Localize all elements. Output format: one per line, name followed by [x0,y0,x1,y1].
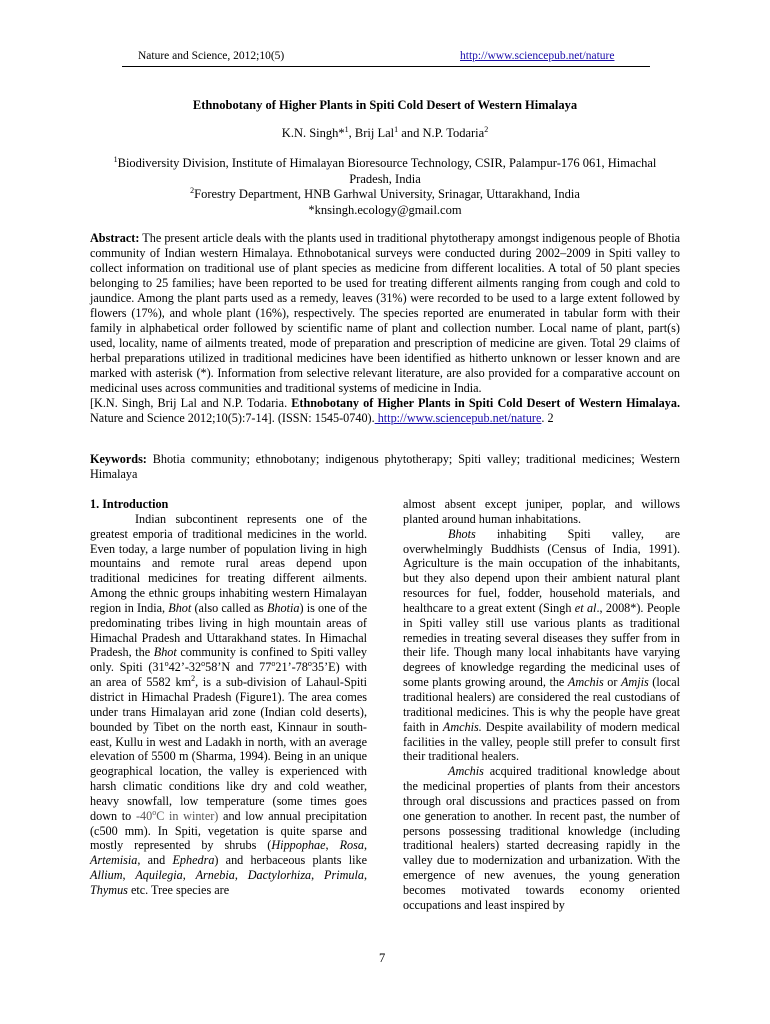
squared-sign: 2 [191,674,196,684]
affiliation-2-marker: 2 [190,185,195,195]
author-2-affiliation: 1 [394,124,399,134]
intro-text: and [147,853,166,868]
abstract-label: Abstract: [90,231,140,245]
degree-sign: o [164,659,169,669]
header-rule [122,66,650,67]
intro-text: Despite availability of modern medical facilities in the valley, people still prefer to consult first their traditional healers. [403,719,680,764]
right-column [403,497,680,913]
citation-line [90,396,680,426]
intro-text: or [607,675,618,690]
intro-text: , is a sub-division of Lahaul-Spiti district in Himachal Pradesh (Figure1). The area comes under trans Himalayan arid zone (Indian cold deserts), bounded by Tibet on the north east, Kinnaur in south-east, Kullu in west and Ladakh in north, with an average elevation of 5500 m (Sharma, 1994). Being in an unique geographical location, the valley is experienced with harsh climatic conditions like dry and cold weather, heavy snowfall, low temperature (some times goes down to [90,675,367,823]
author-1-affiliation: 1 [344,124,349,134]
intro-paragraph-2 [403,527,680,765]
intro-text: 21’-78 [275,660,308,675]
intro-text: etc. Tree species are [130,882,230,897]
journal-header: Nature and Science, 2012;10(5) [138,50,285,62]
paper-title: Ethnobotany of Higher Plants in Spiti Cold Desert of Western Himalaya [192,98,578,112]
intro-paragraph-1: Indian subcontinent represents one of the greatest emporia of traditional medicines in the world. Even today, a large number of population living in high mountains and remote rural areas depend upon traditional medicines for treating different ailments. Among the ethnic groups inhabiting western Himalayan region in India, Bhot (also called as Bhotia) is one of the predominating tribes living in high mountain areas of Himachal Pradesh and Uttarakhand states. In Himachal Pradesh, the Bhot community is confined to Spiti valley only. Spiti (31$^o$42’-32$^o$58’N and 77$^o$21’-78$^o$35’E) with an area of 5582 $km^2$, is a sub-division of Lahaul-Spiti district in Himachal Pradesh (Figure1). The area comes under trans Himalayan arid zone (Indian cold deserts), bounded by Tibet on the north east, Kinnaur in south-east, Kullu in west and Ladakh in north, with an average elevation of 5500 m (Sharma, 1994). Being in an unique geographical location, the valley is experienced with harsh climatic conditions like dry and cold weather, heavy snowfall, low temperature (some times goes down to -40$^o$C in winter) and low annual precipitation (c500 mm). In Spiti, vegetation is quite sparse and mostly represented by shrubs (Hippophae, Rosa, Artemisia, and Ephedra) and herbaceous plants like Allium, Aquilegia, Arnebia, Dactylorhiza, Primula, Thymus etc. Tree species are [90,511,368,897]
citation-url-link[interactable]: http://www.sciencepub.net/nature [374,411,542,425]
species-name: Hippophae [271,838,326,853]
italic-term: Bhots [448,526,476,541]
author-2: Brij Lal [354,126,395,140]
affiliation-1-marker: 1 [113,154,118,164]
intro-text: (also called as [194,600,264,615]
and-word: and [401,126,420,140]
intro-text: 42’-32 [168,660,202,675]
intro-text: (local traditional healers) are considered the real custodians of traditional medicines. This is why the people have great faith in [403,675,681,734]
affiliation-1 [100,156,670,187]
abstract-block [90,231,680,426]
species-name: Primula [324,868,364,883]
italic-term: Amjis [620,675,649,690]
intro-text: 35’E) with an area of 5582 km [90,660,367,690]
italic-term: et al [574,600,597,615]
intro-text: ) and herbaceous plants like [214,853,368,868]
intro-paragraph-3 [403,764,680,912]
species-name: Ephedra [172,853,215,868]
italic-term: Bhotia [266,600,300,615]
degree-sign: o [307,659,312,669]
author-3: N.P. Todaria [422,126,485,140]
species-name: Aquilegia [135,868,183,883]
species-name: Thymus [90,882,128,897]
degree-sign: o [152,807,157,817]
keywords-text: Bhotia community; ethnobotany; indigenous phytotherapy; Spiti valley; traditional medicines; Western Himalaya [90,452,680,481]
author-3-affiliation: 2 [484,124,489,134]
citation-details: Nature and Science 2012;10(5):7-14]. (ISSN: 1545-0740). [90,411,375,425]
temperature-number: -40 [135,808,153,823]
intro-text: Indian subcontinent represents one of the greatest emporia of traditional medicines in the world. Even today, a large number of population living in high mountains and remote rural areas depend upon traditional medicines for treating different ailments. Among the ethnic groups inhabiting western Himalayan region in India, [90,511,367,615]
citation-authors: [K.N. Singh, Brij Lal and N.P. Todaria. [90,396,288,410]
journal-url-link[interactable]: http://www.sciencepub.net/nature [460,50,615,62]
abstract-paragraph [90,231,680,396]
page-number: 7 [379,951,386,965]
citation-title: Ethnobotany of Higher Plants in Spiti Cold Desert of Western Himalaya. [291,396,680,410]
abstract-text: The present article deals with the plants used in traditional phytotherapy amongst indigenous people of Bhotia community of Indian western Himalaya. Ethnobotanical surveys were conducted during 2002–2009 in Spiti valley to collect information on traditional use of plant species as medicine from different localities. A total of 50 plant species belonging to 25 families; have been reported to be used for treating different ailments ranging from cough and cold to jaundice. Among the plant parts used as a remedy, leaves (31%) were recorded to be used to a large extent followed by flowers (17%), and whole plant (16%), respectively. The species reported are enumerated in tabular form with their family in alphabetical order followed by scientific name of plant and collection number. Local name of plant, part(s) used, locality, name of ailments treated, mode of preparation and prescription of medicine are given. Total 29 claims of herbal preparations utilized in traditional medicines have been identified as hitherto unknown or lesser known and are marked with asterisk (*). Information from selective relevant literature, are also provided for a comparative account on medicinal uses across communities and traditional systems of medicine in India. [90,231,681,395]
italic-term: Amchis. [442,719,482,734]
intro-text: 58’N and 77 [205,660,272,675]
italic-term: Bhot [168,600,192,615]
intro-text: ., 2008*). People in Spiti valley still use various plants as traditional remedies in treating several diseases they suffer from in their life. Though many local inhabitants have varying degrees of knowledge regarding the medicinal uses of some plants growing around, the [403,600,681,690]
degree-sign: o [201,659,206,669]
intro-text: acquired traditional knowledge about the medicinal properties of plants from their ancestors through oral discussions and practices passed on from one generation to another. In recent past, the number of persons possessing traditional knowledge (including traditional healers) started decreasing rapidly in the valley due to modernization and urbanization. With the emergence of new avenues, the young generation becomes motivated towards economy oriented occupations and least inspired by [403,764,680,912]
affiliation-2 [100,187,670,203]
section-heading: 1. Introduction [90,497,169,511]
species-name: Rosa [339,838,364,853]
author-1: K.N. Singh* [281,126,345,140]
corresponding-email: *knsingh.ecology@gmail.com [308,202,462,217]
temperature-unit: C in winter) [156,808,219,823]
intro-text: community is confined to Spiti valley only. Spiti (31 [90,645,367,675]
keywords-block [90,452,680,482]
italic-term: Amchis [567,675,604,690]
citation-end: . 2 [541,411,554,425]
affiliation-1-text: Biodiversity Division, Institute of Himalayan Bioresource Technology, CSIR, Palampur-176 061, Himachal Pradesh, India [117,156,657,186]
affiliation-2-text: Forestry Department, HNB Garhwal University, Srinagar, Uttarakhand, India [194,187,580,201]
italic-term: Bhot [153,645,177,660]
degree-sign: o [271,659,276,669]
intro-continued: almost absent except juniper, poplar, and willows planted around human inhabitations. [403,497,680,526]
italic-term: Amchis [448,764,484,779]
species-name: Dactylorhiza [247,868,312,883]
species-name: Allium [90,868,123,883]
intro-text: ) is one of the predominating tribes living in high mountain areas of Himachal Pradesh and Uttarakhand states. In Himachal Pradesh, the [90,600,368,660]
left-column [90,497,367,898]
intro-text: and low annual precipitation (c500 mm). In Spiti, vegetation is quite sparse and mostly represented by shrubs ( [90,808,368,853]
temperature-value [136,809,218,823]
species-name: Artemisia [90,853,138,868]
intro-text: inhabiting Spiti valley, are overwhelmingly Buddhists (Census of India, 1991). Agriculture is the main occupation of the inhabitants, but they also depend upon their ambient natural plant resources for fuel, fodder, household materials, and healthcare to a great extent (Singh [403,526,680,615]
affiliations [100,156,670,218]
species-name: Arnebia [195,868,235,883]
keywords-label: Keywords: [90,452,147,466]
author-list: K.N. Singh*$^1$, Brij Lal$^1$ and N.P. Todaria$^2$ [281,124,489,140]
